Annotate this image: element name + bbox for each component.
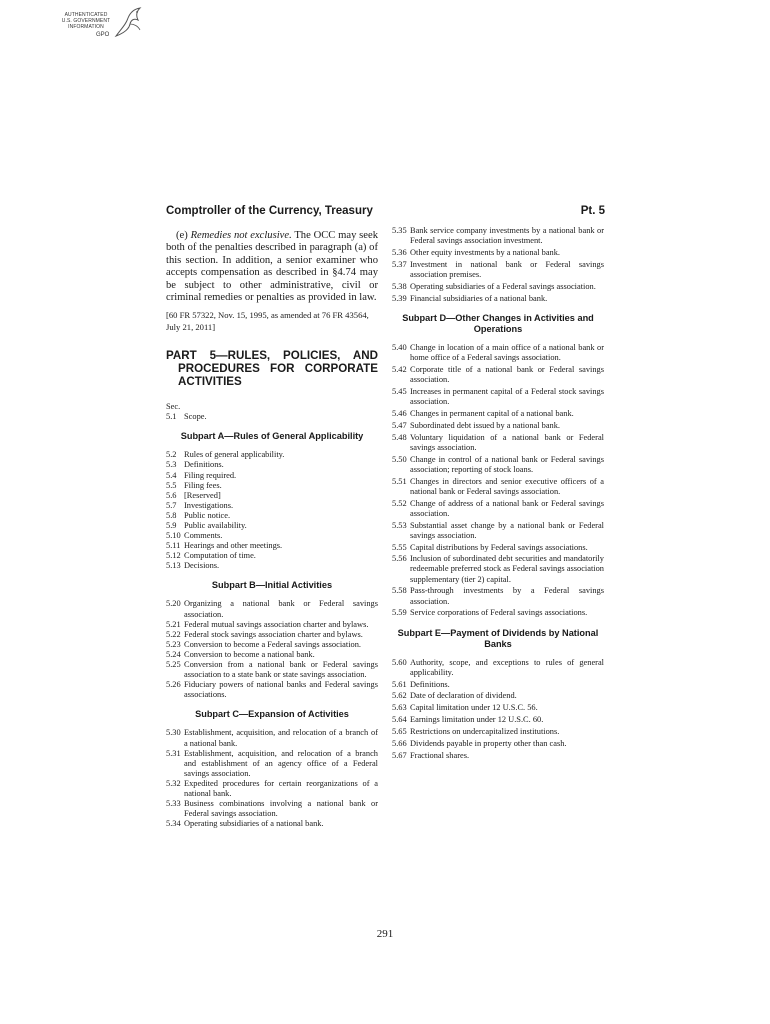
section-title: Dividends payable in property other than cash. [410, 738, 567, 748]
section-title: Conversion to become a national bank. [184, 649, 315, 659]
section-title: Investment in national bank or Federal savings association premises. [410, 259, 604, 279]
subpart-e-list [392, 658, 604, 761]
list-item [392, 608, 604, 618]
section-number: 5.25 [166, 660, 181, 670]
list-item [166, 640, 378, 650]
section-number: 5.55 [392, 542, 407, 552]
list-item [392, 365, 604, 385]
section-title: Changes in permanent capital of a national bank. [410, 408, 574, 418]
running-header-part: Pt. 5 [580, 205, 605, 217]
section-title: Operating subsidiaries of a national bank. [184, 819, 324, 829]
list-item [392, 658, 604, 678]
list-item [392, 421, 604, 431]
section-title: Business combinations involving a national bank or Federal savings association. [184, 799, 378, 819]
list-item [166, 551, 378, 561]
section-number: 5.10 [166, 531, 181, 541]
section-title: Earnings limitation under 12 U.S.C. 60. [410, 715, 544, 725]
section-number: 5.51 [392, 476, 407, 486]
list-item [166, 819, 378, 829]
list-item [166, 680, 378, 700]
section-title: Investigations. [184, 500, 234, 510]
subpart-d-heading: Subpart D—Other Changes in Activities and Operations [402, 312, 594, 334]
list-item [392, 521, 604, 541]
eagle-icon [112, 6, 144, 40]
section-number: 5.13 [166, 561, 181, 571]
page-number: 291 [376, 928, 394, 940]
paragraph-body: The OCC may seek both of the penalties described in paragraph (a) of this section. In addition, a senior examiner who accepts compensation as described in §4.74 may be subject to other administrative, civil or criminal remedies or penalties as provided in law. [166, 230, 378, 304]
section-number: 5.31 [166, 748, 181, 758]
section-number: 5.36 [392, 247, 407, 257]
section-title: Public notice. [184, 510, 231, 520]
section-title: Hearings and other meetings. [184, 541, 283, 551]
section-title: Public availability. [184, 521, 247, 530]
list-item [392, 680, 604, 690]
logo-line: INFORMATION [68, 24, 104, 30]
section-number: 5.9 [166, 521, 177, 530]
section-title: Capital distributions by Federal savings associations. [410, 542, 588, 552]
section-number: 5.24 [166, 649, 181, 659]
section-number: 5.66 [392, 738, 407, 748]
list-item [166, 561, 378, 571]
section-number: 5.42 [392, 364, 407, 374]
section-number: 5.56 [392, 554, 407, 564]
list-item [166, 749, 378, 779]
section-title: Rules of general applicability. [184, 450, 285, 460]
list-item [392, 739, 604, 749]
list-item [166, 630, 378, 640]
section-title: Subordinated debt issued by a national bank. [410, 420, 561, 430]
list-item [166, 491, 378, 501]
list-item [392, 499, 604, 519]
section-title: Bank service company investments by a national bank or Federal savings association investment. [410, 226, 604, 246]
section-title: Restrictions on undercapitalized institutions. [410, 727, 560, 737]
section-title: Pass-through investments by a Federal savings association. [410, 586, 604, 606]
section-title: Capital limitation under 12 U.S.C. 56. [410, 703, 538, 713]
sec-label: Sec. [166, 402, 181, 412]
section-title: Fiduciary powers of national banks and Federal savings associations. [184, 680, 378, 700]
list-item [166, 450, 378, 460]
logo-gpo-text: GPO [96, 32, 110, 38]
section-number: 5.37 [392, 259, 407, 269]
list-item [166, 728, 378, 748]
subpart-c-heading: Subpart C—Expansion of Activities [195, 709, 349, 720]
section-number: 5.59 [392, 608, 407, 618]
list-item [392, 727, 604, 737]
section-number: 5.47 [392, 420, 407, 430]
source-citation: [60 FR 57322, Nov. 15, 1995, as amended at 76 FR 43564, July 21, 2011] [166, 310, 369, 332]
section-number: 5.3 [166, 460, 177, 470]
section-title: Establishment, acquisition, and relocation of a branch of a national bank. [184, 728, 378, 748]
section-title: Service corporations of Federal savings associations. [410, 608, 588, 618]
section-number: 5.8 [166, 510, 177, 520]
subpart-a-list [166, 450, 378, 571]
section-number: 5.6 [166, 490, 177, 500]
section-number: 5.22 [166, 629, 181, 639]
list-item [166, 620, 378, 630]
list-item [392, 248, 604, 258]
paragraph-heading: Remedies not exclusive. [190, 230, 292, 241]
list-item [392, 433, 604, 453]
section-number: 5.65 [392, 727, 407, 737]
section-title: Increases in permanent capital of a Federal stock savings association. [410, 386, 604, 406]
subpart-e-heading: Subpart E—Payment of Dividends by National Banks [397, 627, 599, 649]
subpart-c-list [166, 728, 378, 829]
section-number: 5.40 [392, 342, 407, 352]
section-title: Inclusion of subordinated debt securities and mandatorily redeemable preferred stock as Federal savings association supplementary (tier 2) capital. [410, 554, 604, 584]
list-item [166, 531, 378, 541]
logo-text [58, 12, 114, 30]
section-title: Fractional shares. [410, 750, 470, 760]
list-item [166, 471, 378, 481]
part-title: PART 5—RULES, POLICIES, AND PROCEDURES FOR CORPORATE ACTIVITIES [166, 349, 378, 389]
list-item [392, 715, 604, 725]
section-number: 5.32 [166, 778, 181, 788]
section-title: Change in control of a national bank or Federal savings association; reporting of stock loans. [410, 454, 604, 474]
section-title: Other equity investments by a national bank. [410, 247, 561, 257]
logo-line: U.S. GOVERNMENT [61, 18, 111, 24]
section-title: Operating subsidiaries of a Federal savings association. [410, 281, 596, 291]
paragraph-e [166, 230, 378, 304]
section-number: 5.30 [166, 728, 181, 738]
list-item [166, 599, 378, 619]
section-number: 5.63 [392, 703, 407, 713]
section-title: [Reserved] [184, 490, 221, 500]
subpart-b-list [166, 599, 378, 700]
section-number: 5.58 [392, 586, 407, 596]
list-item [166, 460, 378, 470]
list-item [392, 543, 604, 553]
section-title: Federal mutual savings association charter and bylaws. [184, 619, 369, 629]
section-title: Filing fees. [184, 480, 222, 490]
list-item [166, 412, 378, 422]
section-title: Conversion from a national bank or Federal savings association to a state bank or state savings association. [184, 660, 378, 680]
subpart-a-heading: Subpart A—Rules of General Applicability [180, 431, 364, 442]
section-number: 5.62 [392, 691, 407, 701]
list-item [392, 294, 604, 304]
list-item [166, 481, 378, 491]
subpart-d-list [392, 343, 604, 619]
list-item [392, 260, 604, 280]
list-item [392, 282, 604, 292]
list-item [392, 703, 604, 713]
list-item [392, 691, 604, 701]
section-number: 5.61 [392, 679, 407, 689]
list-item [392, 343, 604, 363]
section-number: 5.60 [392, 657, 407, 667]
list-item [166, 521, 378, 531]
section-number: 5.64 [392, 715, 407, 725]
subpart-b-heading: Subpart B—Initial Activities [211, 580, 333, 591]
section-title: Corporate title of a national bank or Federal savings association. [410, 364, 604, 384]
section-number: 5.52 [392, 498, 407, 508]
section-title: Financial subsidiaries of a national bank. [410, 293, 548, 303]
section-title: Comments. [184, 531, 223, 541]
list-item [166, 799, 378, 819]
section-number: 5.7 [166, 500, 177, 510]
list-item [392, 455, 604, 475]
section-number: 5.50 [392, 454, 407, 464]
section-number: 5.38 [392, 281, 407, 291]
left-column [166, 226, 378, 829]
section-title: Change in location of a main office of a national bank or home office of a Federal savings association. [410, 342, 604, 362]
list-item [166, 541, 378, 551]
section-title: Expedited procedures for certain reorganizations of a national bank. [184, 778, 378, 798]
section-number: 5.23 [166, 639, 181, 649]
list-item [166, 501, 378, 511]
scope-list [166, 412, 378, 422]
section-number: 5.34 [166, 819, 181, 829]
section-number: 5.46 [392, 408, 407, 418]
section-title: Changes in directors and senior executive officers of a national bank or Federal savings association. [410, 476, 604, 496]
section-title: Conversion to become a Federal savings association. [184, 639, 361, 649]
section-number: 5.20 [166, 599, 181, 609]
section-title: Scope. [184, 412, 207, 422]
section-number: 5.53 [392, 520, 407, 530]
paragraph-marker: (e) [176, 230, 188, 241]
list-item [392, 477, 604, 497]
section-title: Voluntary liquidation of a national bank or Federal savings association. [410, 432, 604, 452]
section-title: Decisions. [184, 561, 220, 571]
gpo-authenticated-logo [58, 6, 144, 42]
section-number: 5.4 [166, 470, 177, 480]
list-item [166, 511, 378, 521]
list-item [392, 751, 604, 761]
section-number: 5.45 [392, 386, 407, 396]
list-item [166, 779, 378, 799]
section-title: Change of address of a national bank or Federal savings association. [410, 498, 604, 518]
section-number: 5.48 [392, 432, 407, 442]
section-number: 5.35 [392, 226, 407, 235]
list-item [392, 409, 604, 419]
section-number: 5.21 [166, 619, 181, 629]
subpart-c-continued-list [392, 226, 604, 304]
right-column [392, 226, 604, 763]
list-item [392, 586, 604, 606]
list-item [392, 387, 604, 407]
section-title: Organizing a national bank or Federal savings association. [184, 599, 378, 619]
section-title: Definitions. [410, 679, 450, 689]
section-number: 5.39 [392, 293, 407, 303]
section-title: Filing required. [184, 470, 237, 480]
section-number: 5.33 [166, 799, 181, 809]
list-item [392, 554, 604, 584]
list-item [166, 660, 378, 680]
section-title: Date of declaration of dividend. [410, 691, 517, 701]
section-title: Authority, scope, and exceptions to rules of general applicability. [410, 657, 604, 677]
section-number: 5.26 [166, 680, 181, 690]
section-title: Definitions. [184, 460, 224, 470]
logo-line: AUTHENTICATED [64, 12, 108, 18]
section-number: 5.12 [166, 551, 181, 561]
section-number: 5.2 [166, 450, 177, 460]
section-number: 5.5 [166, 480, 177, 490]
section-title: Federal stock savings association charter and bylaws. [184, 629, 363, 639]
list-item [166, 650, 378, 660]
section-number: 5.11 [166, 541, 181, 551]
section-title: Computation of time. [184, 551, 256, 561]
list-item [392, 226, 604, 246]
section-title: Substantial asset change by a national bank or Federal savings association. [410, 520, 604, 540]
section-title: Establishment, acquisition, and relocation of a branch and establishment of an agency office of a Federal savings association. [184, 748, 378, 778]
running-header-title: Comptroller of the Currency, Treasury [166, 205, 373, 217]
section-number: 5.1 [166, 412, 177, 422]
section-number: 5.67 [392, 750, 407, 760]
